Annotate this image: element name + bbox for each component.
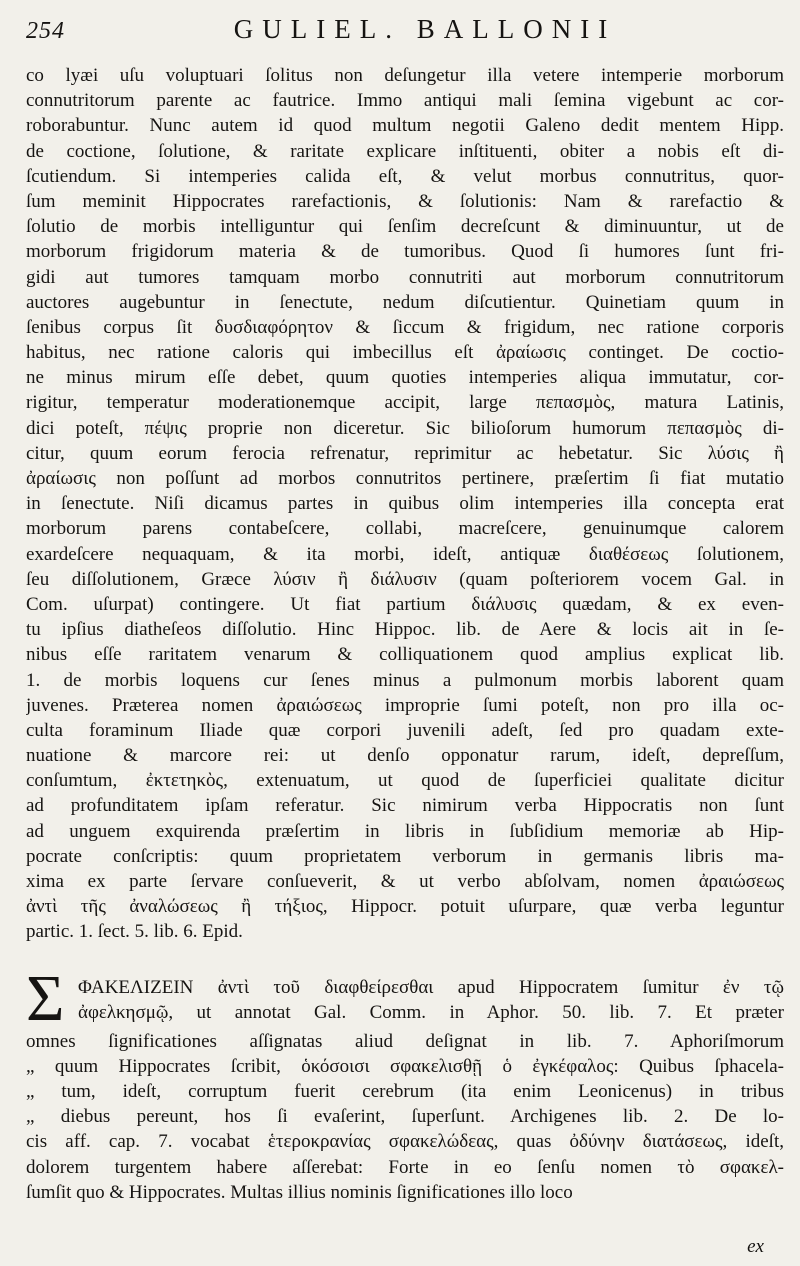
text-line: „ quum Hippocrates ſcribit, ὁκόσοισι σφακελισθῇ ὁ ἐγκέφαλος: Quibus ſphacela- — [26, 1055, 784, 1077]
paragraph-1 — [26, 63, 784, 945]
text-line: ſum meminit Hippocrates rarefactionis, & ſolutionis: Nam & rarefactio & — [26, 190, 784, 212]
section-start — [26, 961, 784, 1035]
text-line: 1. de morbis loquens cur ſenes minus a pulmonum morbis laborent quam — [26, 669, 784, 691]
text-line: gidi aut tumores tamquam morbo connutriti aut morborum connutritorum — [26, 266, 784, 288]
text-line: ſolutio de morbis intelliguntur qui ſenſim decreſcunt & diminuuntur, ut de — [26, 216, 784, 238]
text-line: ſeu diſſolutionem, Græce λύσιν ἢ διάλυσιν (quam poſteriorem vocem Gal. in — [26, 568, 784, 590]
text-line: ad profunditatem ipſam referatur. Sic nimirum verba Hippocratis non ſunt — [26, 795, 784, 817]
section-lines — [26, 1029, 784, 1205]
text-line: omnes ſignificationes aſſignatas aliud deſignat in lib. 7. Aphoriſmorum — [26, 1030, 784, 1052]
text-line: rigitur, temperatur moderationemque accipit, large πεπασμὸς, matura Latinis, — [26, 392, 784, 414]
text-line: ἀραίωσις non poſſunt ad morbos connutritos pertinere, præſertim ſi fiat mutatio — [26, 468, 784, 489]
text-line: auctores augebuntur in ſenectute, nedum diſcutientur. Quinetiam quum in — [26, 291, 784, 313]
text-line: nuatione & marcore rei: ut denſo opponatur rarum, ideſt, depreſſum, — [26, 745, 784, 767]
text-line: morborum frigidorum materia & de tumoribus. Quod ſi humores ſunt fri- — [26, 241, 784, 263]
text-line: ſcutiendum. Si intemperies calida eſt, & velut morbus connutritus, quor- — [26, 165, 784, 187]
text-line: nibus eſſe raritatem venarum & colliquationem quod amplius explicat lib. — [26, 644, 784, 666]
text-line: roborabuntur. Nunc autem id quod multum negotii Galeno dedit mentem Hipp. — [26, 115, 784, 137]
text-line: tu ipſius diatheſeos diſſolutio. Hinc Hippoc. lib. de Aere & locis ait in ſe- — [26, 619, 784, 641]
text-line: cis aff. cap. 7. vocabat ἑτεροκρανίας σφακελώδεας, quas ὀδύνην διατάσεως, ideſt, — [26, 1131, 784, 1153]
text-line: habitus, nec ratione caloris qui imbecillus eſt ἀραίωσις continget. De coctio- — [26, 342, 784, 364]
drop-cap: Σ — [26, 961, 65, 1035]
text-line: ΦΑΚΕΛΙΖΕΙΝ ἀντὶ τοῦ διαφθείρεσθαι apud Hippocratem ſumitur ἐν τῷ — [78, 976, 784, 998]
text-line: „ tum, ideſt, corruptum fuerit cerebrum (ita enim Leonicenus) in tribus — [26, 1080, 784, 1102]
text-line: Com. uſurpat) contingere. Ut fiat partium διάλυσις quædam, & ex even- — [26, 593, 784, 615]
text-line: morborum parens contabeſcere, collabi, macreſcere, genuinumque calorem — [26, 518, 784, 540]
text-line: culta foraminum Iliade quæ corpori juvenili adeſt, ſed pro quadam exte- — [26, 719, 784, 741]
text-line: ne minus mirum eſſe debet, quum quoties intemperies aliqua immutatur, cor- — [26, 367, 784, 389]
text-line: dici poteſt, πέψις proprie non diceretur. Sic bilioſorum humorum πεπασμὸς di- — [26, 417, 784, 439]
dropcap-adjacent-lines — [78, 975, 784, 1029]
text-line: ſenibus corpus ſit δυσδιαφόρητον & ſiccum & frigidum, nec ratione corporis — [26, 316, 784, 338]
text-line: „ diebus pereunt, hos ſi evaſerint, ſuperſunt. Archigenes lib. 2. De lo- — [26, 1106, 784, 1128]
text-line: connutritorum parente ac fautrice. Immo antiqui mali ſemina vigebunt ac cor- — [26, 90, 784, 112]
catchword: ex — [747, 1236, 764, 1257]
text-line: xima ex parte ſervare conſueverit, & ut verbo abſolvam, nomen ἀραιώσεως — [26, 871, 784, 892]
text-line: exardeſcere nequaquam, & ita morbi, ideſt, antiquæ διαθέσεως ſolutionem, — [26, 543, 784, 565]
text-line: pocrate conſcriptis: quum proprietatem verborum in germanis libris ma- — [26, 845, 784, 867]
text-line: co lyæi uſu voluptuari ſolitus non deſungetur illa vetere intemperie morborum — [26, 65, 784, 86]
text-line: conſumtum, ἐκτετηκὸς, extenuatum, ut quod de ſuperficiei qualitate dicitur — [26, 770, 784, 792]
page-header — [26, 14, 784, 51]
text-line: citur, quum eorum ferocia refrenatur, reprimitur ac hebetatur. Sic λύσις ἢ — [26, 442, 784, 464]
page-number: 254 — [26, 18, 65, 44]
text-line: partic. 1. ſect. 5. lib. 6. Epid. — [26, 921, 243, 943]
text-line: in ſenectute. Niſi dicamus partes in quibus olim intemperies illa concepta erat — [26, 493, 784, 515]
running-head: GULIEL. BALLONII — [233, 14, 617, 44]
text-line: juvenes. Præterea nomen ἀραιώσεως improprie ſumi poteſt, non pro illa oc- — [26, 694, 784, 716]
text-line: ἀφελκησμῷ, ut annotat Gal. Comm. in Aphor. 50. lib. 7. Et præter — [78, 1001, 784, 1023]
text-line: ad unguem exquirenda præſertim in libris in ſubſidium memoriæ ab Hip- — [26, 820, 784, 842]
paragraph-2 — [26, 961, 784, 1205]
text-line: dolorem turgentem habere aſſerebat: Forte in eo ſenſu nomen τὸ σφακελ- — [26, 1156, 784, 1178]
text-line: ſumſit quo & Hippocrates. Multas illius nominis ſignificationes illo loco — [26, 1181, 573, 1203]
text-line: ἀντὶ τῆς ἀναλώσεως ἢ τήξιος, Hippocr. potuit uſurpare, quæ verba leguntur — [26, 896, 784, 918]
text-line: de coctione, ſolutione, & raritate explicare inſtituenti, obiter a nobis eſt di- — [26, 140, 784, 162]
body-text — [26, 63, 784, 1205]
